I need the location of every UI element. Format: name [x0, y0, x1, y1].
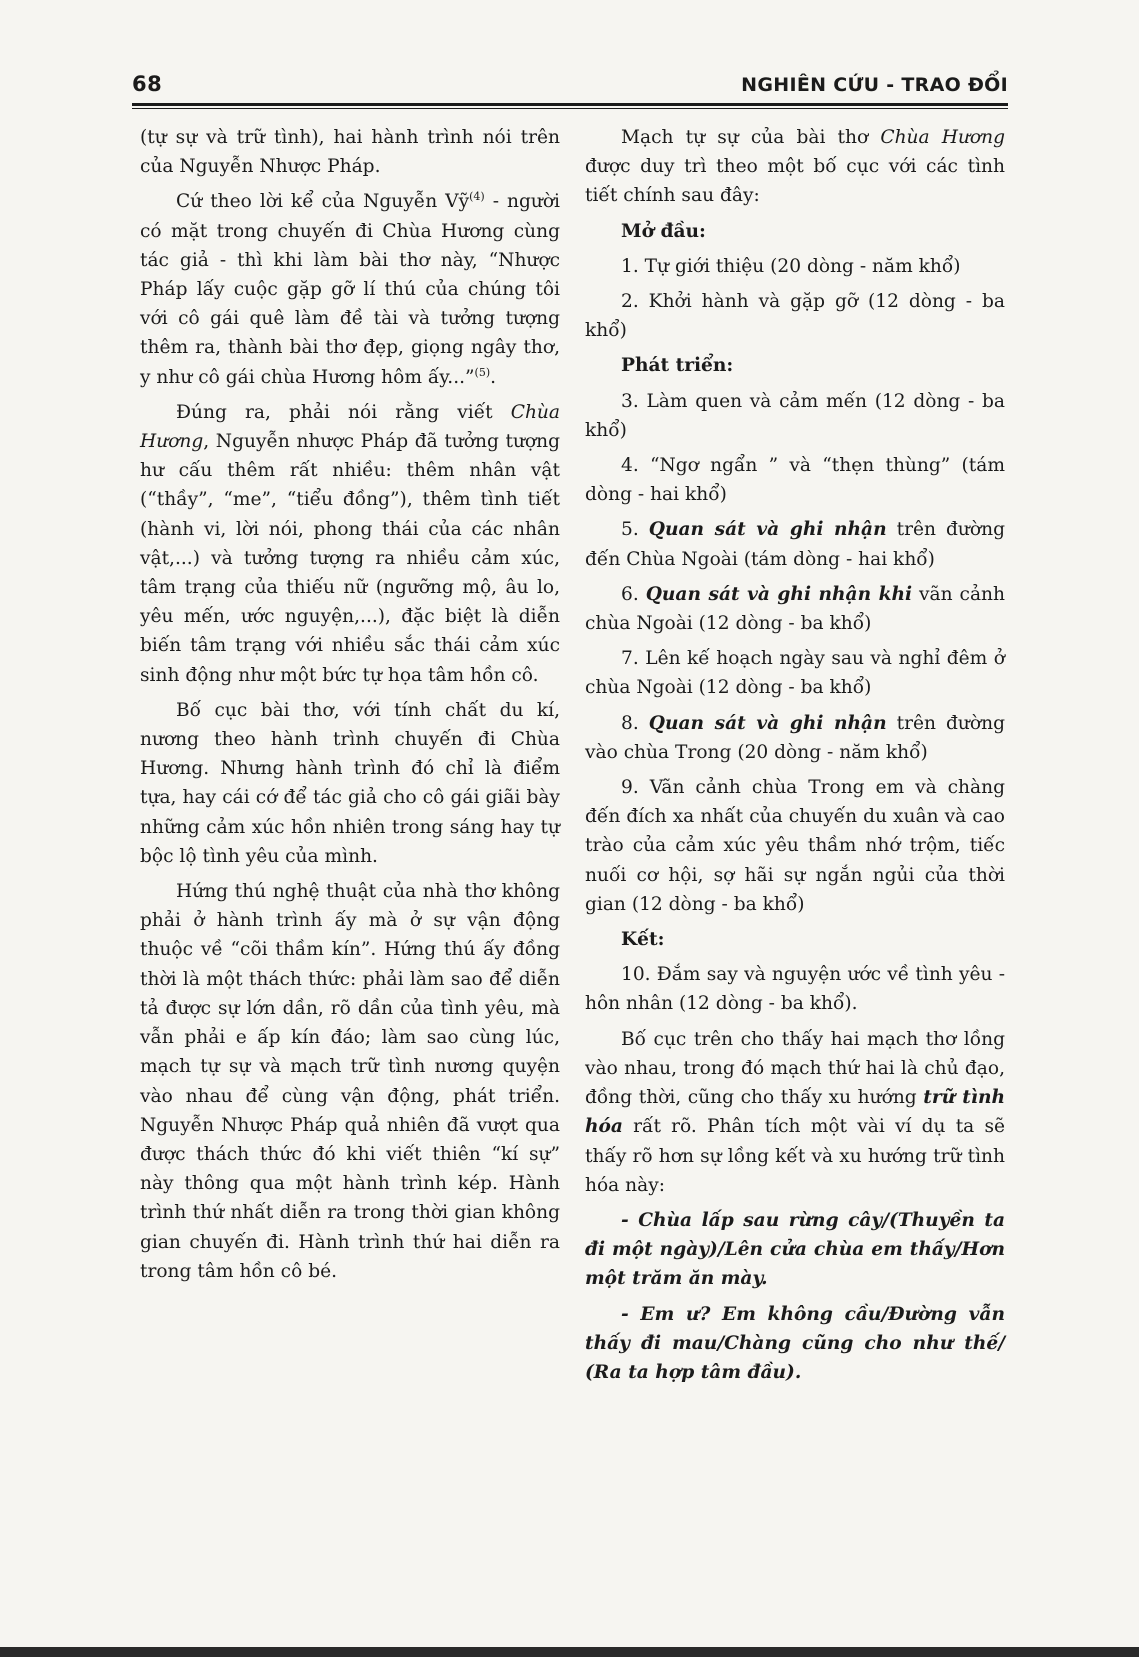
paragraph: (tự sự và trữ tình), hai hành trình nói trên của Nguyễn Nhược Pháp.	[140, 127, 560, 178]
emphasis: trữ tình hóa	[585, 1087, 1005, 1138]
emphasis: Quan sát và ghi nhận	[648, 712, 887, 734]
emphasis: Quan sát và ghi nhận	[648, 519, 887, 541]
list-item	[585, 515, 1005, 573]
subheading-development: Phát triển:	[621, 355, 734, 377]
section-title: NGHIÊN CỨU - TRAO ĐỔI	[741, 74, 1008, 96]
subheading-open: Mở đầu:	[621, 220, 706, 242]
list-item: 9. Vãn cảnh chùa Trong em và chàng đến đích xa nhất của chuyến du xuân và cao trào của cảm xúc yêu thầm nhớ trộm, tiếc nuối cơ hội, sợ hãi sự ngắn ngủi của thời gian (12 dòng - ba khổ)	[585, 777, 1005, 915]
title-italic: Chùa Hương	[880, 127, 1006, 148]
header-rule-thick	[132, 103, 1008, 106]
text-run: Bố cục trên cho thấy hai mạch thơ lồng vào nhau, trong đó mạch thứ hai là chủ đạo, đồng thời, cũng cho thấy xu hướng	[585, 1028, 1005, 1109]
right-column	[585, 123, 1005, 1393]
text-run: , Nguyễn nhược Pháp đã tưởng tượng hư cấu thêm rất nhiều: thêm nhân vật (“thầy”, “me”, “tiểu đồng”), thêm tình tiết (hành vi, lời nói, phong thái của các nhân vật,...) và tưởng tượng ra nhiều cảm xúc, tâm trạng của thiếu nữ (ngưỡng mộ, âu lo, yêu mến, ước nguyện,...), đặc biệt là diễn biến tâm trạng với nhiều sắc thái cảm xúc sinh động như một bức tự họa tâm hồn cô.	[140, 431, 560, 686]
page-header	[132, 72, 1008, 100]
text-run: 6.	[621, 583, 646, 605]
emphasis: Quan sát và ghi nhận khi	[645, 583, 913, 605]
text-run: Cứ theo lời kể của Nguyễn Vỹ	[176, 191, 470, 213]
text-run: rất rõ. Phân tích một vài ví dụ ta sẽ thấy rõ hơn sự lồng kết và xu hướng trữ tình hóa này:	[585, 1116, 1005, 1196]
poem-quote: - Em ư? Em không cầu/Đường vẫn thấy đi mau/Chàng cũng cho như thế/ (Ra ta hợp tâm đầu).	[585, 1303, 1005, 1383]
text-run: - người có mặt trong chuyến đi Chùa Hương cùng tác giả - thì khi làm bài thơ này, “Nhược Pháp lấy cuộc gặp gỡ lí thú của chúng tôi với cô gái quê làm đề tài và tưởng tượng thêm ra, thành bài thơ đẹp, giọng ngây thơ, y như cô gái chùa Hương hôm ấy...”	[140, 191, 560, 388]
list-item: 2. Khởi hành và gặp gỡ (12 dòng - ba khổ)	[585, 291, 1005, 342]
poem-quote: - Chùa lấp sau rừng cây/(Thuyền ta đi một ngày)/Lên cửa chùa em thấy/Hơn một trăm ăn mày.	[585, 1209, 1005, 1290]
list-item: 3. Làm quen và cảm mến (12 dòng - ba khổ)	[585, 390, 1005, 441]
left-column	[140, 123, 560, 1292]
paragraph: Bố cục bài thơ, với tính chất du kí, nương theo hành trình chuyến đi Chùa Hương. Nhưng hành trình đó chỉ là điểm tựa, hay cái cớ để tác giả cho cô gái giãi bày những cảm xúc hồn nhiên trong sáng hay tự bộc lộ tình yêu của mình.	[140, 699, 560, 867]
list-item: 7. Lên kế hoạch ngày sau và nghỉ đêm ở chùa Ngoài (12 dòng - ba khổ)	[585, 648, 1005, 699]
text-run: .	[490, 366, 497, 388]
title-italic: Chùa Hương	[140, 401, 560, 453]
text-run: 8.	[621, 712, 649, 734]
paragraph	[585, 123, 1005, 211]
paragraph: Hứng thú nghệ thuật của nhà thơ không phải ở hành trình ấy mà ở sự vận động thuộc về “cõi thầm kín”. Hứng thú ấy đồng thời là một thách thức: phải làm sao để diễn tả được sự lớn dần, rõ dần của tình yêu, mà vẫn phải e ấp kín đáo; làm sao cùng lúc, mạch tự sự và mạch trữ tình nương quyện vào nhau để cùng vận động, phát triển. Nguyễn Nhược Pháp quả nhiên đã vượt qua được thách thức đó khi viết thiên “kí sự” này thông qua một hành trình kép. Hành trình thứ nhất diễn ra trong thời gian không gian chuyến đi. Hành trình thứ hai diễn ra trong tâm hồn cô bé.	[140, 881, 560, 1282]
text-run: Đúng ra, phải nói rằng viết	[176, 401, 511, 423]
list-item	[585, 709, 1005, 767]
footnote-ref: (5)	[474, 365, 491, 379]
paragraph	[140, 187, 560, 391]
text-run: trên đường vào chùa Trong (20 dòng - năm khổ)	[585, 712, 1005, 763]
text-run: trên đường đến Chùa Ngoài (tám dòng - hai khổ)	[585, 519, 1005, 570]
header-rule-thin	[132, 108, 1008, 109]
paragraph	[140, 398, 560, 690]
page-number: 68	[132, 72, 163, 96]
text-run: được duy trì theo một bố cục với các tình tiết chính sau đây:	[585, 156, 1005, 207]
list-item	[585, 580, 1005, 638]
list-item: 4. “Ngơ ngẩn ” và “thẹn thùng” (tám dòng - hai khổ)	[585, 455, 1005, 506]
footnote-ref: (4)	[469, 190, 485, 204]
list-item: 1. Tự giới thiệu (20 dòng - năm khổ)	[621, 255, 961, 277]
list-item: 10. Đắm say và nguyện ước về tình yêu - hôn nhân (12 dòng - ba khổ).	[585, 964, 1005, 1015]
text-run: 5.	[621, 519, 649, 541]
text-run: vãn cảnh chùa Ngoài (12 dòng - ba khổ)	[585, 583, 1005, 635]
text-run: Mạch tự sự của bài thơ	[621, 127, 881, 148]
scan-edge	[0, 1647, 1139, 1657]
subheading-conclusion: Kết:	[621, 929, 665, 951]
paragraph	[585, 1025, 1005, 1200]
